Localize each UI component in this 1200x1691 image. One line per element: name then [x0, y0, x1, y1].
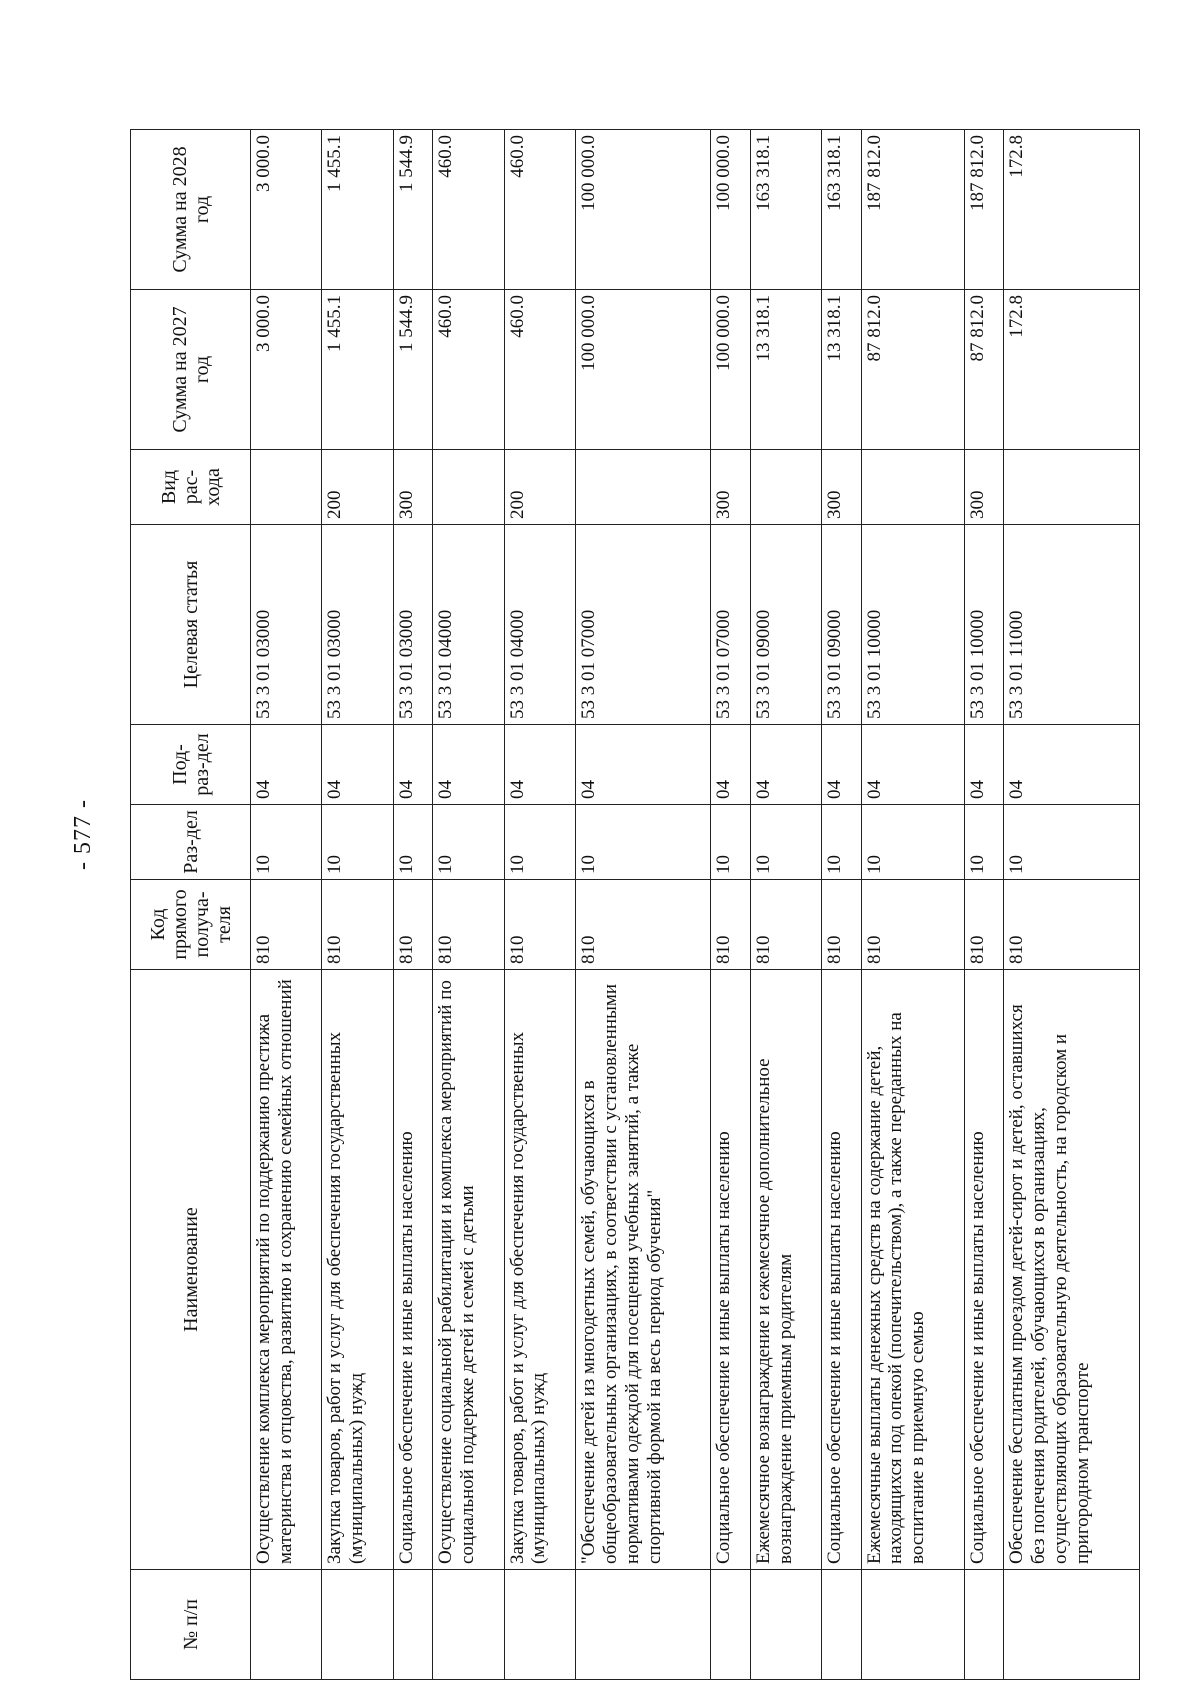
header-name: Наименование [131, 970, 251, 1570]
table-row [861, 130, 964, 1680]
header-kod: Код прямого получа-теля [131, 880, 251, 970]
cell-sum2028: 163 318.1 [750, 130, 821, 290]
cell-name: Обеспечение бесплатным проездом детей-сирот и детей, оставшихся без попечения родителей, обучающихся в организациях, осуществляющих образовательную деятельность, на городском и пригородном транспорте [1004, 970, 1140, 1570]
page-number: - 577 - [70, 799, 96, 870]
cell-sum2028: 460.0 [433, 130, 504, 290]
cell-kod: 810 [822, 880, 861, 970]
cell-sum2028: 460.0 [504, 130, 575, 290]
cell-vid: 300 [965, 450, 1004, 525]
cell-kod: 810 [1004, 880, 1140, 970]
cell-podrazdel: 04 [251, 725, 322, 805]
cell-celevaya: 53 3 01 10000 [861, 525, 964, 725]
cell-no [393, 1570, 432, 1680]
cell-celevaya: 53 3 01 03000 [393, 525, 432, 725]
cell-vid: 300 [711, 450, 750, 525]
cell-vid [861, 450, 964, 525]
cell-no [822, 1570, 861, 1680]
cell-no [1004, 1570, 1140, 1680]
cell-razdel: 10 [750, 805, 821, 880]
header-vid: Вид рас-хода [131, 450, 251, 525]
cell-name: "Обеспечение детей из многодетных семей, обучающихся в общеобразовательных организациях, в соответствии с установленными нормативами одеждой для посещения учебных занятий, а также спортивной формой на весь период обучения" [575, 970, 710, 1570]
cell-sum2027: 460.0 [504, 290, 575, 450]
cell-sum2027: 1 455.1 [322, 290, 393, 450]
cell-name: Социальное обеспечение и иные выплаты населению [711, 970, 750, 1570]
cell-razdel: 10 [322, 805, 393, 880]
cell-celevaya: 53 3 01 09000 [822, 525, 861, 725]
cell-name: Закупка товаров, работ и услуг для обеспечения государственных (муниципальных) нужд [322, 970, 393, 1570]
cell-no [750, 1570, 821, 1680]
cell-vid: 300 [822, 450, 861, 525]
cell-sum2027: 100 000.0 [711, 290, 750, 450]
cell-kod: 810 [322, 880, 393, 970]
header-razdel: Раз-дел [131, 805, 251, 880]
cell-podrazdel: 04 [393, 725, 432, 805]
cell-sum2028: 172.8 [1004, 130, 1140, 290]
cell-sum2027: 1 544.9 [393, 290, 432, 450]
cell-kod: 810 [504, 880, 575, 970]
cell-vid [251, 450, 322, 525]
header-row [131, 130, 251, 1680]
cell-razdel: 10 [861, 805, 964, 880]
cell-vid [575, 450, 710, 525]
cell-no [861, 1570, 964, 1680]
cell-podrazdel: 04 [433, 725, 504, 805]
cell-no [251, 1570, 322, 1680]
cell-celevaya: 53 3 01 07000 [711, 525, 750, 725]
cell-vid [433, 450, 504, 525]
cell-podrazdel: 04 [750, 725, 821, 805]
cell-sum2027: 460.0 [433, 290, 504, 450]
cell-vid: 300 [393, 450, 432, 525]
cell-kod: 810 [251, 880, 322, 970]
header-no: № п/п [131, 1570, 251, 1680]
table-row [1004, 130, 1140, 1680]
cell-podrazdel: 04 [322, 725, 393, 805]
cell-name: Социальное обеспечение и иные выплаты населению [822, 970, 861, 1570]
cell-celevaya: 53 3 01 10000 [965, 525, 1004, 725]
cell-no [965, 1570, 1004, 1680]
cell-razdel: 10 [965, 805, 1004, 880]
cell-sum2028: 3 000.0 [251, 130, 322, 290]
cell-no [322, 1570, 393, 1680]
cell-sum2027: 3 000.0 [251, 290, 322, 450]
cell-sum2027: 13 318.1 [822, 290, 861, 450]
cell-sum2027: 172.8 [1004, 290, 1140, 450]
cell-kod: 810 [750, 880, 821, 970]
table-header [131, 130, 251, 1680]
header-sum2028: Сумма на 2028 год [131, 130, 251, 290]
cell-name: Ежемесячное вознаграждение и ежемесячное дополнительное вознаграждение приемным родителям [750, 970, 821, 1570]
header-podrazdel: Под-раз-дел [131, 725, 251, 805]
cell-kod: 810 [711, 880, 750, 970]
cell-razdel: 10 [711, 805, 750, 880]
cell-vid: 200 [322, 450, 393, 525]
cell-kod: 810 [433, 880, 504, 970]
cell-sum2028: 100 000.0 [711, 130, 750, 290]
cell-sum2028: 1 544.9 [393, 130, 432, 290]
cell-razdel: 10 [393, 805, 432, 880]
cell-sum2028: 187 812.0 [965, 130, 1004, 290]
cell-celevaya: 53 3 01 04000 [433, 525, 504, 725]
cell-vid [1004, 450, 1140, 525]
cell-kod: 810 [965, 880, 1004, 970]
cell-sum2028: 1 455.1 [322, 130, 393, 290]
cell-razdel: 10 [1004, 805, 1140, 880]
cell-celevaya: 53 3 01 03000 [322, 525, 393, 725]
table-body [251, 130, 1140, 1680]
header-celevaya: Целевая статья [131, 525, 251, 725]
cell-no [504, 1570, 575, 1680]
table-row [750, 130, 821, 1680]
table-row [711, 130, 750, 1680]
cell-no [575, 1570, 710, 1680]
cell-razdel: 10 [575, 805, 710, 880]
cell-kod: 810 [393, 880, 432, 970]
table-row [822, 130, 861, 1680]
cell-celevaya: 53 3 01 03000 [251, 525, 322, 725]
table-row [575, 130, 710, 1680]
cell-vid [750, 450, 821, 525]
table-row [504, 130, 575, 1680]
cell-sum2028: 187 812.0 [861, 130, 964, 290]
cell-sum2027: 87 812.0 [861, 290, 964, 450]
cell-razdel: 10 [822, 805, 861, 880]
cell-name: Осуществление комплекса мероприятий по поддержанию престижа материнства и отцовства, развитию и сохранению семейных отношений [251, 970, 322, 1570]
cell-razdel: 10 [251, 805, 322, 880]
cell-kod: 810 [575, 880, 710, 970]
cell-razdel: 10 [504, 805, 575, 880]
table-row [393, 130, 432, 1680]
cell-celevaya: 53 3 01 07000 [575, 525, 710, 725]
table-row [433, 130, 504, 1680]
cell-name: Ежемесячные выплаты денежных средств на содержание детей, находящихся под опекой (попечительством), а также переданных на воспитание в приемную семью [861, 970, 964, 1570]
cell-podrazdel: 04 [861, 725, 964, 805]
cell-kod: 810 [861, 880, 964, 970]
table-row [965, 130, 1004, 1680]
cell-name: Закупка товаров, работ и услуг для обеспечения государственных (муниципальных) нужд [504, 970, 575, 1570]
cell-sum2027: 100 000.0 [575, 290, 710, 450]
cell-sum2027: 13 318.1 [750, 290, 821, 450]
cell-no [711, 1570, 750, 1680]
header-sum2027: Сумма на 2027 год [131, 290, 251, 450]
cell-name: Осуществление социальной реабилитации и комплекса мероприятий по социальной поддержке детей и семей с детьми [433, 970, 504, 1570]
cell-podrazdel: 04 [965, 725, 1004, 805]
cell-sum2028: 100 000.0 [575, 130, 710, 290]
cell-celevaya: 53 3 01 11000 [1004, 525, 1140, 725]
cell-podrazdel: 04 [504, 725, 575, 805]
cell-razdel: 10 [433, 805, 504, 880]
cell-celevaya: 53 3 01 04000 [504, 525, 575, 725]
budget-table [130, 129, 1140, 1680]
cell-sum2028: 163 318.1 [822, 130, 861, 290]
cell-podrazdel: 04 [711, 725, 750, 805]
cell-no [433, 1570, 504, 1680]
budget-table-container [130, 130, 1140, 1680]
cell-celevaya: 53 3 01 09000 [750, 525, 821, 725]
table-row [251, 130, 322, 1680]
cell-podrazdel: 04 [822, 725, 861, 805]
cell-podrazdel: 04 [1004, 725, 1140, 805]
table-row [322, 130, 393, 1680]
cell-name: Социальное обеспечение и иные выплаты населению [965, 970, 1004, 1570]
cell-podrazdel: 04 [575, 725, 710, 805]
cell-sum2027: 87 812.0 [965, 290, 1004, 450]
cell-name: Социальное обеспечение и иные выплаты населению [393, 970, 432, 1570]
cell-vid: 200 [504, 450, 575, 525]
